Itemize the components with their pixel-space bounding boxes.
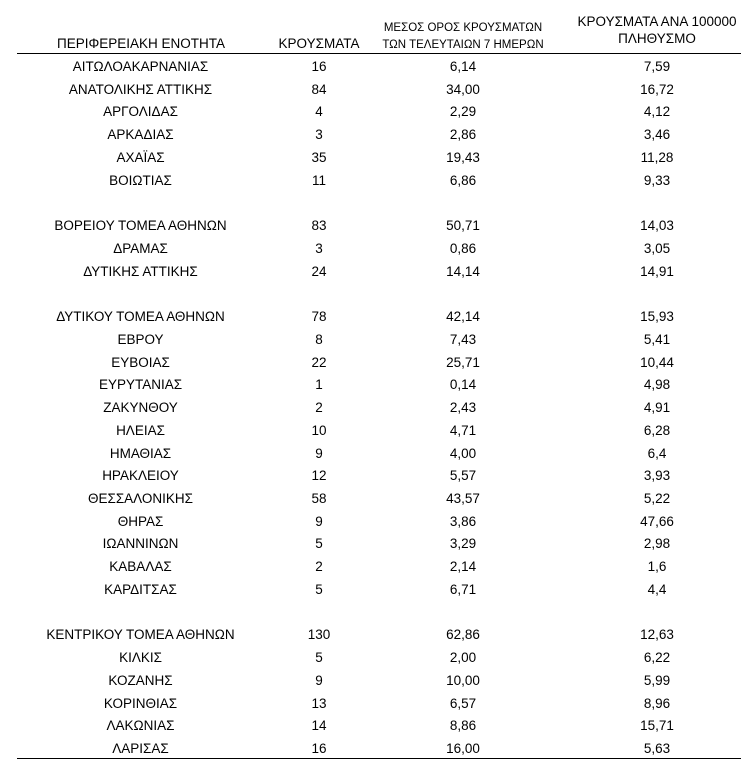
table-row <box>0 147 755 169</box>
seven-day-average-cell: 10,00 <box>446 672 480 688</box>
cases-cell: 84 <box>311 81 327 97</box>
region-name-cell: ΑΡΓΟΛΙΔΑΣ <box>103 104 178 120</box>
cases-cell: 2 <box>315 400 323 416</box>
region-name-cell: ΕΥΡΥΤΑΝΙΑΣ <box>98 377 183 393</box>
cases-per-100000-cell: 14,03 <box>640 218 674 234</box>
seven-day-average-cell: 0,86 <box>449 240 477 256</box>
cases-cell: 14 <box>311 718 327 734</box>
region-name-cell: ΒΟΡΕΙΟΥ ΤΟΜΕΑ ΑΘΗΝΩΝ <box>54 218 227 234</box>
region-name-cell: ΛΑΡΙΣΑΣ <box>112 740 169 756</box>
region-name-cell: ΗΛΕΙΑΣ <box>116 422 165 438</box>
cases-cell: 9 <box>315 513 323 529</box>
cases-cell: 12 <box>311 468 327 484</box>
cases-per-100000-cell: 6,4 <box>647 445 667 461</box>
table-row <box>0 170 755 192</box>
cases-cell: 16 <box>311 59 327 74</box>
region-name-cell: ΘΗΡΑΣ <box>117 513 164 529</box>
cases-per-100000-cell: 15,71 <box>640 718 674 734</box>
region-name-cell: ΘΕΣΣΑΛΟΝΙΚΗΣ <box>87 490 194 506</box>
cases-per-100000-cell: 1,6 <box>647 559 667 574</box>
region-name-cell: ΚΙΛΚΙΣ <box>119 650 162 666</box>
region-name-cell: ΙΩΑΝΝΙΝΩΝ <box>102 536 179 552</box>
seven-day-average-cell: 6,14 <box>449 59 477 74</box>
cases-cell: 35 <box>311 149 327 165</box>
header-avg-line2: ΤΩΝ ΤΕΛΕΥΤΑΙΩΝ 7 ΗΜΕΡΩΝ <box>382 38 544 51</box>
table-row <box>0 79 755 101</box>
seven-day-average-cell: 16,00 <box>446 740 480 756</box>
cases-per-100000-cell: 4,4 <box>647 581 667 597</box>
table-row <box>0 715 755 737</box>
seven-day-average-cell: 25,71 <box>446 354 480 370</box>
header-avg-line1: ΜΕΣΟΣ ΟΡΟΣ ΚΡΟΥΣΜΑΤΩΝ <box>383 22 543 34</box>
cases-per-100000-cell: 4,91 <box>643 400 671 416</box>
seven-day-average-cell: 6,86 <box>449 172 477 188</box>
cases-cell: 16 <box>311 740 327 756</box>
table-row <box>0 465 755 487</box>
cases-per-100000-cell: 4,12 <box>643 104 671 120</box>
cases-cell: 4 <box>315 104 323 120</box>
table-row <box>0 624 755 646</box>
region-name-cell: ΔΥΤΙΚΗΣ ΑΤΤΙΚΗΣ <box>83 263 198 279</box>
cases-per-100000-cell: 8,96 <box>643 695 671 711</box>
cases-per-100000-cell: 10,44 <box>640 354 674 370</box>
header-cases: ΚΡΟΥΣΜΑΤΑ <box>278 36 360 51</box>
cases-per-100000-cell: 3,05 <box>643 240 671 256</box>
header-region-name: ΠΕΡΙΦΕΡΕΙΑΚΗ ΕΝΟΤΗΤΑ <box>56 36 226 51</box>
cases-cell: 130 <box>307 627 331 643</box>
table-row <box>0 579 755 601</box>
seven-day-average-cell: 50,71 <box>446 218 480 234</box>
cases-cell: 9 <box>315 445 323 461</box>
table-row <box>0 670 755 692</box>
cases-per-100000-cell: 6,28 <box>643 422 671 438</box>
cases-cell: 1 <box>315 377 323 393</box>
seven-day-average-cell: 0,14 <box>449 377 477 393</box>
table-row <box>0 397 755 419</box>
cases-per-100000-cell: 5,99 <box>643 672 671 688</box>
cases-per-100000-cell: 4,98 <box>643 377 671 393</box>
seven-day-average-cell: 6,57 <box>449 695 477 711</box>
region-name-cell: ΕΥΒΟΙΑΣ <box>111 354 170 370</box>
table-row <box>0 420 755 442</box>
cases-cell: 10 <box>311 422 327 438</box>
seven-day-average-cell: 43,57 <box>446 490 480 506</box>
table-row <box>0 352 755 374</box>
seven-day-average-cell: 62,86 <box>446 627 480 643</box>
table-row <box>0 556 755 578</box>
seven-day-average-cell: 2,86 <box>449 127 477 143</box>
seven-day-average-cell: 7,43 <box>449 332 477 347</box>
cases-cell: 22 <box>311 354 327 370</box>
seven-day-average-cell: 6,71 <box>449 581 477 597</box>
cases-per-100000-cell: 14,91 <box>640 263 674 279</box>
seven-day-average-cell: 8,86 <box>449 718 477 734</box>
region-name-cell: ΚΕΝΤΡΙΚΟΥ ΤΟΜΕΑ ΑΘΗΝΩΝ <box>46 627 235 643</box>
region-name-cell: ΛΑΚΩΝΙΑΣ <box>106 718 175 734</box>
cases-per-100000-cell: 3,46 <box>643 127 671 143</box>
table-row <box>0 329 755 351</box>
seven-day-average-cell: 4,71 <box>449 422 477 438</box>
region-name-cell: ΗΜΑΘΙΑΣ <box>109 445 172 461</box>
header-cases-per-100000 <box>564 14 750 48</box>
table-row <box>0 238 755 260</box>
region-name-cell: ΔΥΤΙΚΟΥ ΤΟΜΕΑ ΑΘΗΝΩΝ <box>56 309 225 325</box>
cases-per-100000-cell: 2,98 <box>643 536 671 552</box>
region-name-cell: ΔΡΑΜΑΣ <box>113 240 168 256</box>
table-row <box>0 443 755 465</box>
cases-cell: 2 <box>315 559 323 574</box>
region-name-cell: ΑΧΑΪΑΣ <box>116 149 165 165</box>
region-name-cell: ΚΟΖΑΝΗΣ <box>108 672 173 688</box>
region-name-cell: ΗΡΑΚΛΕΙΟΥ <box>102 468 179 484</box>
cases-cell: 78 <box>311 309 327 325</box>
seven-day-average-cell: 3,86 <box>449 513 477 529</box>
region-name-cell: ΚΑΒΑΛΑΣ <box>109 559 172 574</box>
seven-day-average-cell: 2,29 <box>449 104 477 120</box>
header-per-line2: ΠΛΗΘΥΣΜΟ <box>618 30 696 46</box>
header-seven-day-average <box>372 20 554 53</box>
table-row <box>0 101 755 123</box>
cases-per-100000-cell: 16,72 <box>640 81 674 97</box>
seven-day-average-cell: 4,00 <box>449 445 477 461</box>
cases-per-100000-cell: 5,63 <box>643 740 671 756</box>
table-row <box>0 261 755 283</box>
cases-cell: 8 <box>315 332 323 347</box>
seven-day-average-cell: 5,57 <box>449 468 477 484</box>
cases-cell: 9 <box>315 672 323 688</box>
cases-per-100000-cell: 6,22 <box>643 650 671 666</box>
cases-cell: 11 <box>311 172 326 188</box>
seven-day-average-cell: 2,00 <box>449 650 477 666</box>
seven-day-average-cell: 2,43 <box>449 400 477 416</box>
table-row <box>0 124 755 146</box>
region-name-cell: ΖΑΚΥΝΘΟΥ <box>103 400 178 416</box>
region-name-cell: ΑΙΤΩΛΟΑΚΑΡΝΑΝΙΑΣ <box>72 59 209 74</box>
cases-per-100000-cell: 7,59 <box>643 59 671 74</box>
cases-per-100000-cell: 5,41 <box>643 332 671 347</box>
cases-cell: 3 <box>315 240 323 256</box>
cases-cell: 3 <box>315 127 323 143</box>
table-row <box>0 215 755 237</box>
seven-day-average-cell: 34,00 <box>446 81 480 97</box>
seven-day-average-cell: 3,29 <box>449 536 477 552</box>
seven-day-average-cell: 19,43 <box>446 149 480 165</box>
cases-cell: 83 <box>311 218 327 234</box>
region-name-cell: ΕΒΡΟΥ <box>117 332 164 347</box>
table-row <box>0 647 755 669</box>
table-row <box>0 511 755 533</box>
cases-cell: 5 <box>315 536 323 552</box>
cases-per-100000-cell: 47,66 <box>640 513 674 529</box>
region-name-cell: ΚΑΡΔΙΤΣΑΣ <box>104 581 177 597</box>
header-divider <box>17 53 741 54</box>
table-row <box>0 306 755 328</box>
cases-per-100000-cell: 11,28 <box>640 149 674 165</box>
cases-cell: 5 <box>315 581 323 597</box>
cases-cell: 24 <box>311 263 327 279</box>
table-row <box>0 56 755 78</box>
region-name-cell: ΚΟΡΙΝΘΙΑΣ <box>103 695 178 711</box>
cases-per-100000-cell: 15,93 <box>640 309 674 325</box>
table-row <box>0 693 755 715</box>
region-name-cell: ΑΝΑΤΟΛΙΚΗΣ ΑΤΤΙΚΗΣ <box>68 81 213 97</box>
cases-per-100000-cell: 5,22 <box>643 490 671 506</box>
cases-per-100000-cell: 12,63 <box>640 627 674 643</box>
seven-day-average-cell: 14,14 <box>446 263 480 279</box>
seven-day-average-cell: 42,14 <box>446 309 480 325</box>
table-row <box>0 488 755 510</box>
table-row <box>0 374 755 396</box>
table-row <box>0 533 755 555</box>
header-per-line1: ΚΡΟΥΣΜΑΤΑ ΑΝΑ 100000 <box>577 14 737 29</box>
cases-per-100000-cell: 9,33 <box>643 172 671 188</box>
seven-day-average-cell: 2,14 <box>449 559 477 574</box>
cases-per-100000-cell: 3,93 <box>643 468 671 484</box>
cases-cell: 13 <box>311 695 327 711</box>
region-name-cell: ΒΟΙΩΤΙΑΣ <box>109 172 172 188</box>
cases-cell: 58 <box>311 490 327 506</box>
bottom-divider <box>17 758 741 759</box>
table-row <box>0 738 755 760</box>
cases-cell: 5 <box>315 650 323 666</box>
region-name-cell: ΑΡΚΑΔΙΑΣ <box>107 127 174 143</box>
